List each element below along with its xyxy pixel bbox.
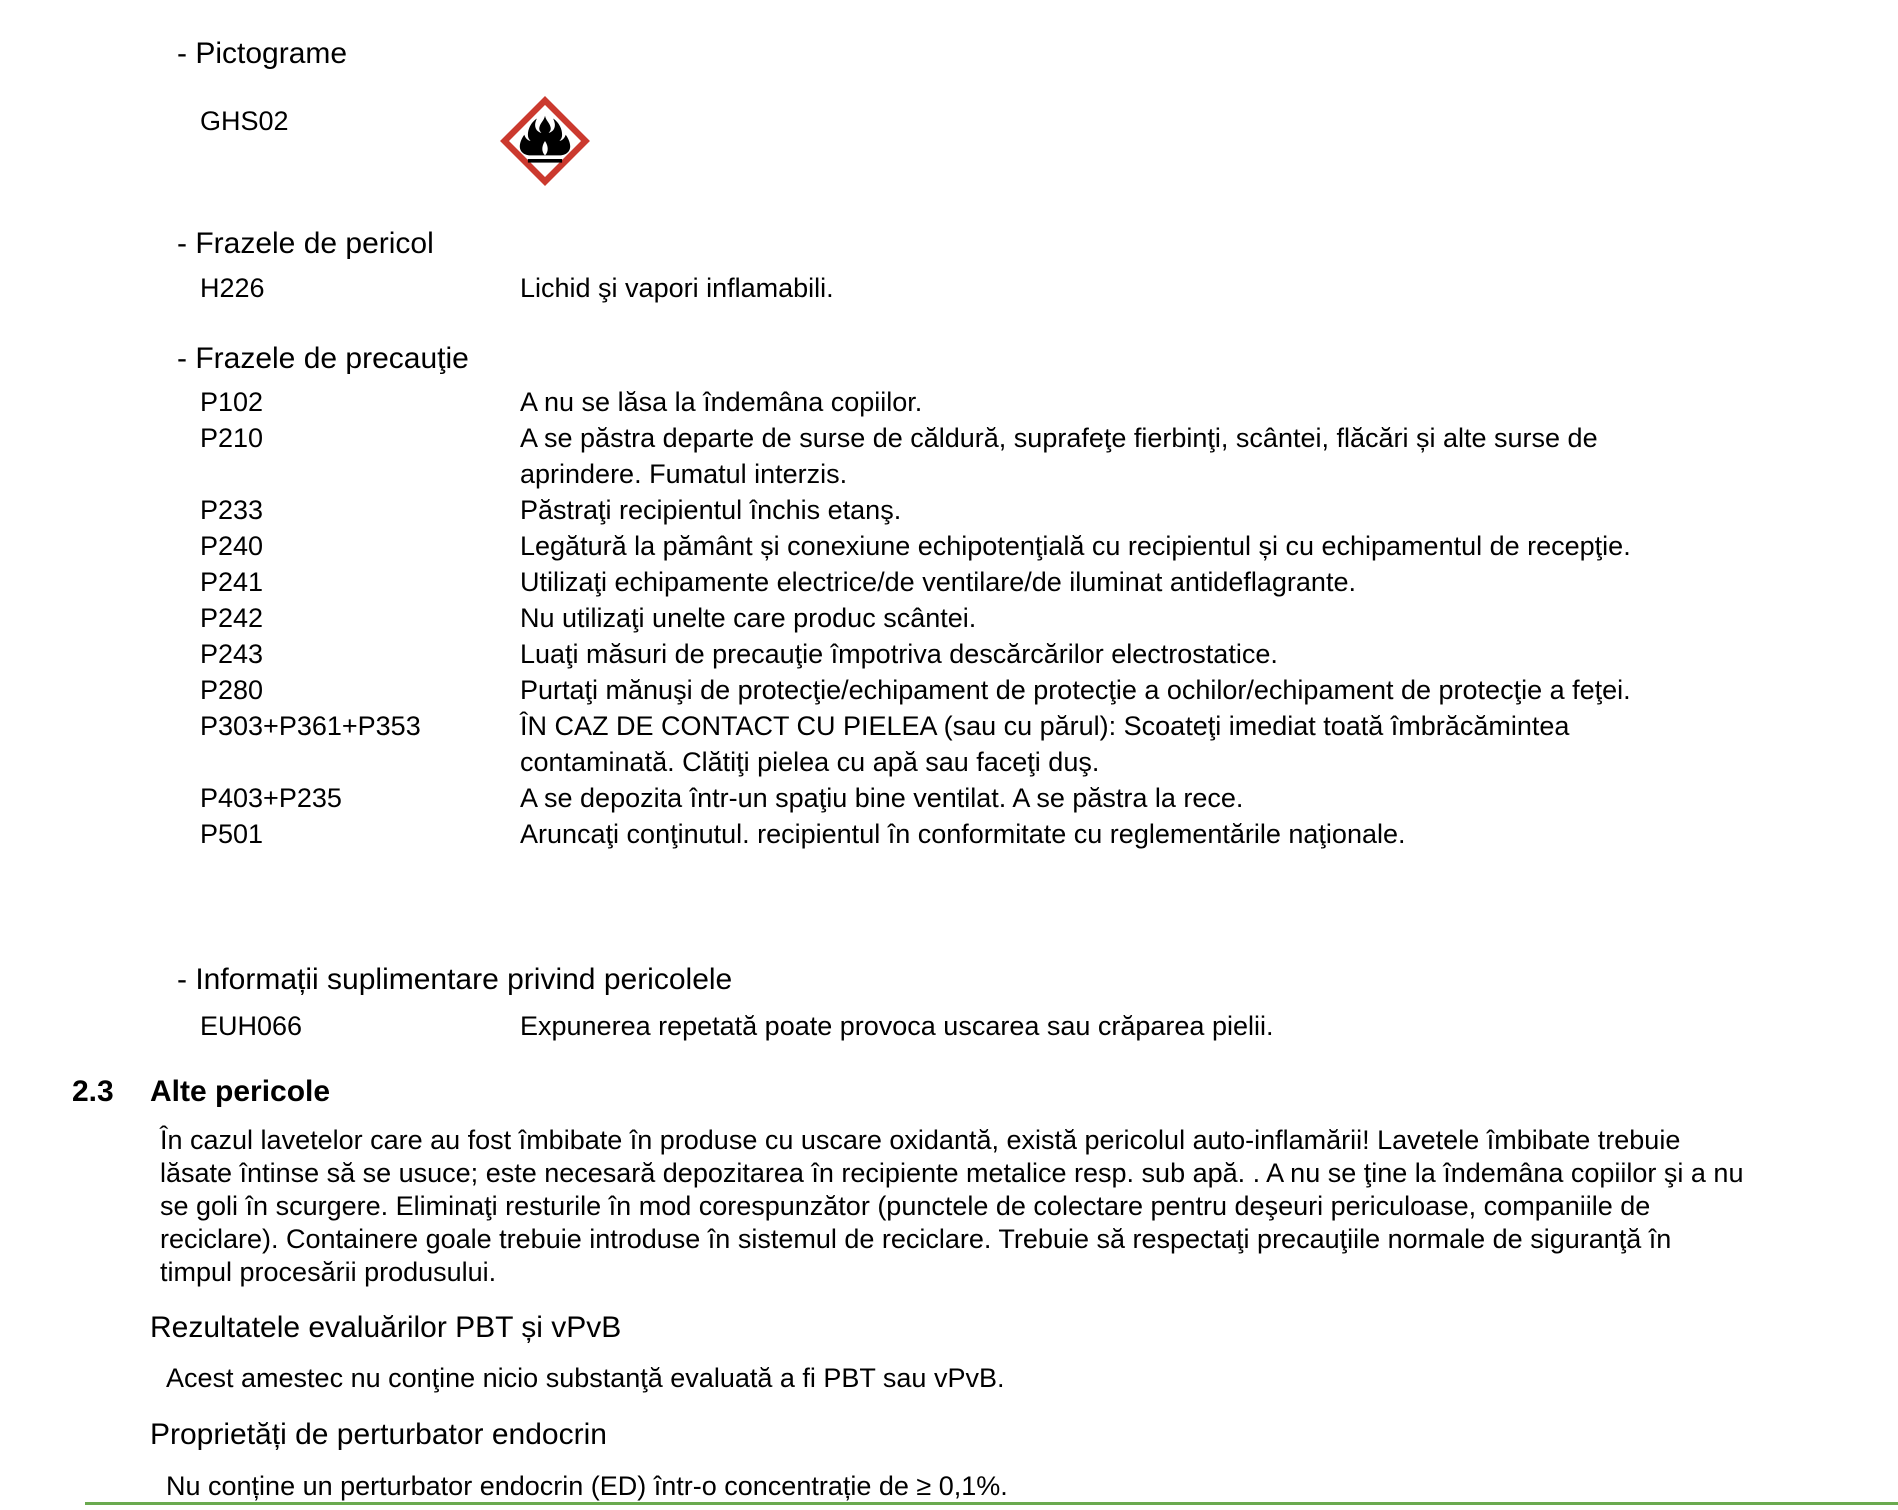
hazard-code: H226: [200, 273, 265, 303]
precaution-text: Nu utilizaţi unelte care produc scântei.: [520, 603, 977, 633]
supplementary-info-table: [200, 1008, 1708, 1044]
precaution-code: P242: [200, 603, 264, 633]
section-divider-line: [85, 1502, 1898, 1505]
table-row: [200, 672, 1708, 708]
table-row: [200, 780, 1708, 816]
table-row: [200, 492, 1708, 528]
table-row: [200, 528, 1708, 564]
euh-text: Expunerea repetată poate provoca uscarea sau crăparea pielii.: [520, 1011, 1274, 1041]
precaution-code: P501: [200, 819, 264, 849]
hazard-text: Lichid şi vapori inflamabili.: [520, 273, 834, 303]
endocrine-properties-heading: Proprietăți de perturbator endocrin: [150, 1418, 607, 1451]
precaution-code: P303+P361+P353: [200, 711, 421, 741]
hazard-phrases-table: [200, 270, 1708, 306]
precaution-text: Luaţi măsuri de precauţie împotriva descărcărilor electrostatice.: [520, 639, 1278, 669]
precaution-phrases-table: [200, 384, 1708, 852]
precaution-code: P233: [200, 495, 264, 525]
pictogram-code-ghs02: GHS02: [200, 106, 289, 136]
euh-code: EUH066: [200, 1011, 303, 1041]
precaution-code: P241: [200, 567, 264, 597]
ghs02-flame-pictogram-icon: [500, 96, 590, 191]
table-row: [200, 600, 1708, 636]
table-row: [200, 384, 1708, 420]
precaution-phrases-heading: - Frazele de precauţie: [177, 342, 469, 375]
pbt-assessment-text: Acest amestec nu conţine nicio substanţă evaluată a fi PBT sau vPvB.: [166, 1363, 1005, 1393]
precaution-code: P280: [200, 675, 264, 705]
precaution-text: A se păstra departe de surse de căldură, suprafeţe fierbinţi, scântei, flăcări și alte surse de aprindere. Fumatul interzis.: [520, 423, 1598, 489]
table-row: [200, 708, 1708, 780]
precaution-text: Aruncaţi conţinutul. recipientul în conformitate cu reglementările naţionale.: [520, 819, 1406, 849]
precaution-code: P210: [200, 423, 264, 453]
table-row: [200, 816, 1708, 852]
hazard-phrases-heading: - Frazele de pericol: [177, 227, 434, 260]
pictograms-heading: - Pictograme: [177, 37, 348, 70]
supplementary-info-heading: - Informații suplimentare privind pericolele: [177, 963, 733, 996]
table-row: [200, 270, 1708, 306]
table-row: [200, 420, 1708, 492]
precaution-text: Purtaţi mănuşi de protecţie/echipament de protecţie a ochilor/echipament de protecţie a feţei.: [520, 675, 1631, 705]
precaution-text: Păstraţi recipientul închis etanş.: [520, 495, 902, 525]
precaution-text: A se depozita într-un spaţiu bine ventilat. A se păstra la rece.: [520, 783, 1244, 813]
precaution-code: P243: [200, 639, 264, 669]
precaution-text: ÎN CAZ DE CONTACT CU PIELEA (sau cu părul): Scoateţi imediat toată îmbrăcămintea contaminată. Clătiţi pielea cu apă sau faceţi duş.: [520, 711, 1570, 777]
precaution-code: P240: [200, 531, 264, 561]
pbt-assessment-heading: Rezultatele evaluărilor PBT și vPvB: [150, 1311, 622, 1344]
section-number: 2.3: [72, 1075, 114, 1108]
table-row: [200, 564, 1708, 600]
endocrine-properties-text: Nu conține un perturbator endocrin (ED) într-o concentrație de ≥ 0,1%.: [166, 1471, 1008, 1501]
precaution-text: Utilizaţi echipamente electrice/de ventilare/de iluminat antideflagrante.: [520, 567, 1356, 597]
precaution-code: P403+P235: [200, 783, 342, 813]
precaution-code: P102: [200, 387, 264, 417]
precaution-text: Legătură la pământ și conexiune echipotenţială cu recipientul și cu echipamentul de recepţie.: [520, 531, 1631, 561]
table-row: [200, 1008, 1708, 1044]
table-row: [200, 636, 1708, 672]
other-hazards-title: Alte pericole: [150, 1075, 331, 1108]
precaution-text: A nu se lăsa la îndemâna copiilor.: [520, 387, 923, 417]
other-hazards-paragraph: În cazul lavetelor care au fost îmbibate în produse cu uscare oxidantă, există pericolul auto-inflamării! Lavetele îmbibate trebuie lăsate întinse să se usuce; este necesară depozitarea în recipiente metalice resp. sub apă. . A nu se ţine la îndemâna copiilor şi a nu se goli în scurgere. Eliminaţi resturile în mod corespunzător (punctele de colectare pentru deşeuri periculoase, companiile de reciclare). Containere goale trebuie introduse în sistemul de reciclare. Trebuie să respectaţi precauţiile normale de siguranţă în timpul procesării produsului.: [160, 1125, 1744, 1287]
